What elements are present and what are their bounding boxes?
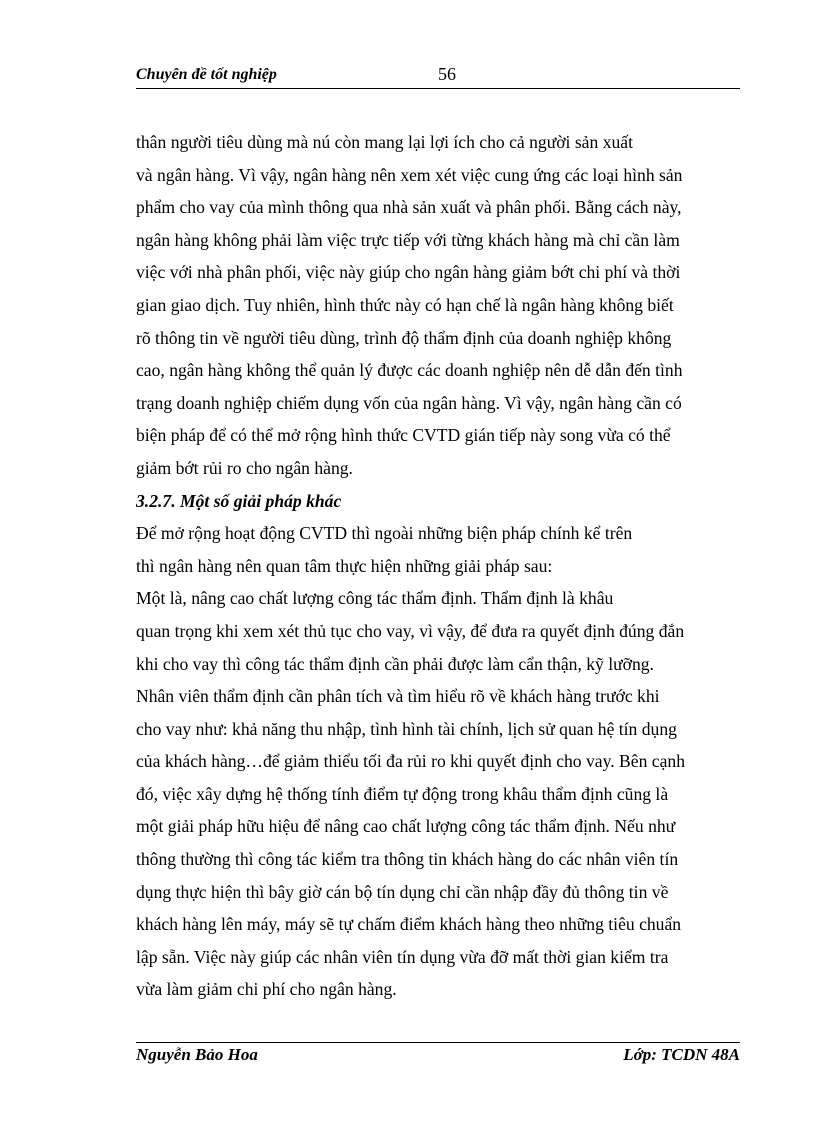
paragraph-2: Để mở rộng hoạt động CVTD thì ngoài những biện pháp chính kể trên thì ngân hàng nên quan tâm thực hiện những giải pháp sau: [136, 523, 633, 576]
footer-class: Lớp: TCDN 48A [623, 1045, 740, 1064]
footer-author: Nguyễn Bảo Hoa [136, 1045, 258, 1064]
page-content [136, 126, 740, 1006]
page-footer [136, 1042, 740, 1073]
header-title: Chuyên đề tốt nghiệp [136, 66, 277, 83]
section-heading: 3.2.7. Một số giải pháp khác [136, 490, 342, 511]
paragraph-3: Một là, nâng cao chất lượng công tác thẩm định. Thẩm định là khâu quan trọng khi xem xét thủ tục cho vay, vì vậy, để đưa ra quyết định đúng đắn khi cho vay thì công tác thẩm định cần phải được làm cẩn thận, kỹ lưỡng. Nhân viên thẩm định cần phân tích và tìm hiểu rõ về khách hàng trước khi cho vay như: khả năng thu nhập, tình hình tài chính, lịch sử quan hệ tín dụng của khách hàng…để giảm thiểu tối đa rủi ro khi quyết định cho vay. Bên cạnh đó, việc xây dựng hệ thống tính điểm tự động trong khâu thẩm định cũng là một giải pháp hữu hiệu để nâng cao chất lượng công tác thẩm định. Nếu như thông thường thì công tác kiểm tra thông tin khách hàng do các nhân viên tín dụng thực hiện thì bây giờ cán bộ tín dụng chỉ cần nhập đầy đủ thông tin về khách hàng lên máy, máy sẽ tự chấm điểm khách hàng theo những tiêu chuẩn lập sẵn. Việc này giúp các nhân viên tín dụng vừa đỡ mất thời gian kiểm tra vừa làm giảm chi phí cho ngân hàng. [136, 588, 685, 1000]
paragraph-1: thân người tiêu dùng mà nú còn mang lại lợi ích cho cả người sản xuất và ngân hàng. Vì vậy, ngân hàng nên xem xét việc cung ứng các loại hình sản phẩm cho vay của mình thông qua nhà sản xuất và phân phối. Bằng cách này, ngân hàng không phải làm việc trực tiếp với từng khách hàng mà chỉ cần làm việc với nhà phân phối, việc này giúp cho ngân hàng giảm bớt chi phí và thời gian giao dịch. Tuy nhiên, hình thức này có hạn chế là ngân hàng không biết rõ thông tin về người tiêu dùng, trình độ thẩm định của doanh nghiệp không cao, ngân hàng không thể quản lý được các doanh nghiệp nên dễ dẫn đến tình trạng doanh nghiệp chiếm dụng vốn của ngân hàng. Vì vậy, ngân hàng cần có biện pháp để có thể mở rộng hình thức CVTD gián tiếp này song vừa có thể giảm bớt rủi ro cho ngân hàng. [136, 132, 683, 478]
page-number: 56 [438, 64, 456, 84]
page-header [136, 64, 740, 89]
